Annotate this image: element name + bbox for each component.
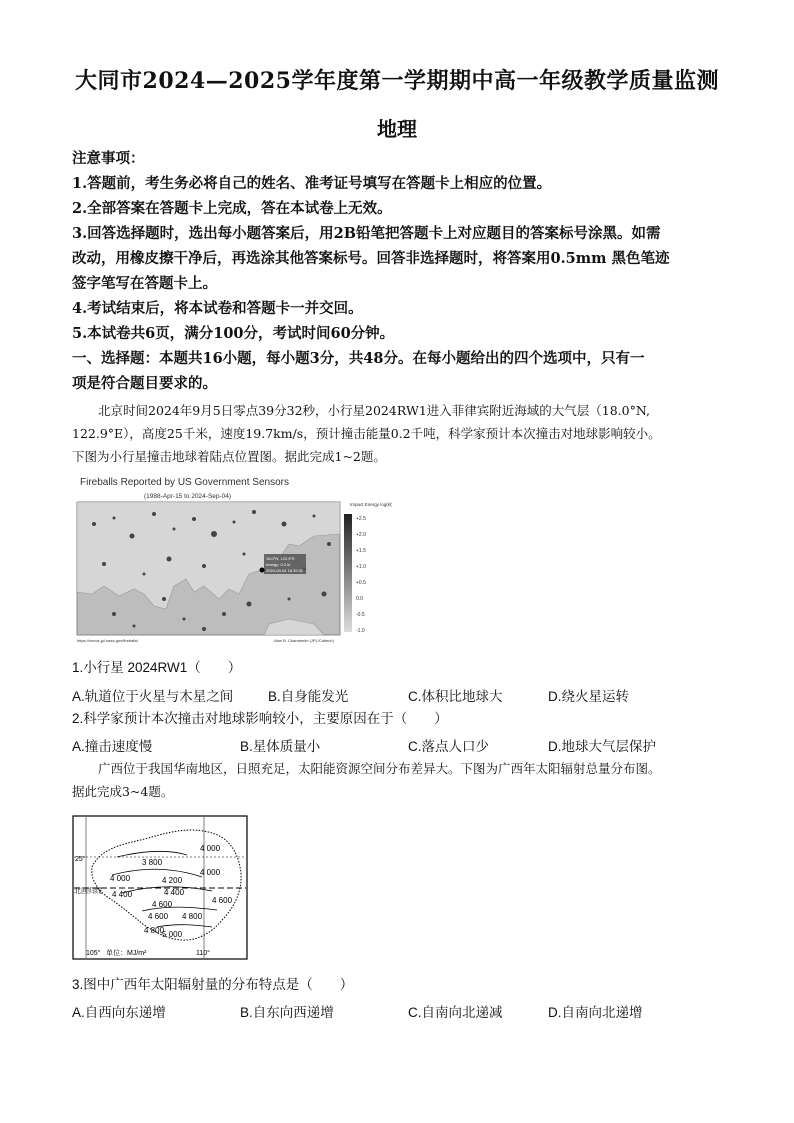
- isoline-label: 4 800: [182, 912, 203, 921]
- passage-line: 122.9°E），高度25千米，速度19.7km/s，预计撞击能量0.2千吨，科学家预计本次撞击对地球影响较小。: [72, 426, 661, 441]
- lon-110-label: 110°: [196, 950, 210, 957]
- fireball-map-figure: [74, 474, 392, 644]
- passage-1: [72, 399, 732, 468]
- solar-radiation-map: [72, 815, 248, 960]
- notice-item: 签字笔写在答题卡上。: [72, 275, 217, 292]
- isoline-label: 4 800: [144, 926, 165, 935]
- option-b: B.自东向西递增: [240, 1005, 334, 1020]
- notice-item: 3.回答选择题时，选出每小题答案后，用2B铅笔把答题卡上对应题目的答案标号涂黑。如需: [72, 225, 661, 242]
- tropic-label: 北回归线: [74, 888, 102, 895]
- option-c: C.自南向北递减: [408, 1005, 503, 1020]
- passage-line: 北京时间2024年9月5日零点39分32秒，小行星2024RW1进入菲律宾附近海域的大气层（18.0°N,: [98, 403, 650, 418]
- subject-title: 地理: [377, 117, 417, 141]
- passage-line: 据此完成3~4题。: [72, 784, 174, 799]
- passage-line: 下图为小行星撞击地球着陆点位置图。据此完成1~2题。: [72, 449, 386, 464]
- popup-line: 18.0°N, 122.9°E: [266, 556, 295, 561]
- popup-line: energy: 0.2 kt: [266, 562, 291, 567]
- section-heading-cont: 项是符合题目要求的。: [72, 375, 217, 392]
- notice-heading: 注意事项：: [72, 150, 145, 167]
- legend-tick: -0.5: [356, 612, 365, 618]
- lon-105-label: 105°: [86, 950, 101, 957]
- isoline-label: 4 000: [110, 874, 131, 883]
- legend-ticks: [356, 516, 366, 634]
- question-2-stem: 2.科学家预计本次撞击对地球影响较小，主要原因在于（ ）: [72, 711, 448, 726]
- solar-radiation-map-figure: [72, 815, 248, 960]
- lat-25-label: 25°: [75, 856, 86, 863]
- legend-tick: -1.0: [356, 628, 365, 634]
- notice-item: 2.全部答案在答题卡上完成，答在本试卷上无效。: [72, 200, 392, 217]
- fireball-map: [74, 474, 392, 644]
- option-b: B.星体质量小: [240, 739, 321, 754]
- option-c: C.落点人口少: [408, 739, 489, 754]
- isoline-label: 4 600: [148, 912, 169, 921]
- notice-item: 4.考试结束后，将本试卷和答题卡一并交回。: [72, 300, 363, 317]
- notice-item: 改动，用橡皮擦干净后，再选涂其他答案标号。回答非选择题时，将答案用0.5mm 黑色笔迹: [72, 250, 670, 267]
- popup-line: 2024-09-04 16:39:32: [266, 568, 304, 573]
- legend-tick: +1.0: [356, 564, 366, 570]
- option-c: C.体积比地球大: [408, 689, 503, 704]
- notice-item: 1.答题前，考生务必将自己的姓名、准考证号填写在答题卡上相应的位置。: [72, 175, 552, 192]
- isoline-label: 4 000: [200, 868, 221, 877]
- option-a: A.轨道位于火星与木星之间: [72, 689, 234, 704]
- exam-title: 大同市2024—2025学年度第一学期期中高一年级教学质量监测: [75, 68, 719, 94]
- legend-tick: +2.0: [356, 532, 366, 538]
- impact-point: [260, 568, 265, 573]
- passage-line: 广西位于我国华南地区，日照充足，太阳能资源空间分布差异大。下图为广西年太阳辐射总量分布图。: [98, 761, 661, 776]
- section-heading: 一、选择题：本题共16小题，每小题3分，共48分。在每小题给出的四个选项中，只有一: [72, 350, 645, 367]
- isoline-label: 4 600: [152, 900, 173, 909]
- legend-tick: +1.5: [356, 548, 366, 554]
- option-d: D.地球大气层保护: [548, 739, 656, 754]
- isoline-label: 4 400: [112, 890, 133, 899]
- isoline-label: 4 400: [164, 888, 185, 897]
- question-1-stem: 1.小行星 2024RW1（ ）: [72, 660, 242, 675]
- notice-item: 5.本试卷共6页，满分100分，考试时间60分钟。: [72, 325, 395, 342]
- option-a: A.撞击速度慢: [72, 739, 153, 754]
- legend-title: Impact Energy log(kt): [350, 502, 392, 507]
- legend-tick: 0.0: [356, 596, 363, 602]
- legend-tick: +0.5: [356, 580, 366, 586]
- notice-block: [72, 146, 732, 396]
- isoline-label: 4 000: [200, 844, 221, 853]
- map-source: https://cneos.jpl.nasa.gov/fireballs/: [77, 638, 139, 643]
- map-title: Fireballs Reported by US Government Sensors: [80, 477, 289, 488]
- isoline-label: 3 800: [142, 858, 163, 867]
- legend-tick: +2.5: [356, 516, 366, 522]
- unit-label: 单位：MJ/m²: [106, 950, 147, 957]
- map-credit: Alan B. Chamberlin (JPL/Caltech): [274, 638, 334, 643]
- option-b: B.自身能发光: [268, 689, 349, 704]
- option-d: D.绕火星运转: [548, 689, 629, 704]
- map-subtitle: (1988-Apr-15 to 2024-Sep-04): [144, 493, 232, 500]
- option-d: D.自南向北递增: [548, 1005, 643, 1020]
- isoline-label: 4 600: [212, 896, 233, 905]
- passage-2: [72, 757, 732, 803]
- question-3-stem: 3.图中广西年太阳辐射量的分布特点是（ ）: [72, 977, 354, 992]
- isoline-label: 5 000: [162, 930, 183, 939]
- isoline-label: 4 200: [162, 876, 183, 885]
- option-a: A.自西向东递增: [72, 1005, 166, 1020]
- legend-colorbar: [344, 514, 352, 632]
